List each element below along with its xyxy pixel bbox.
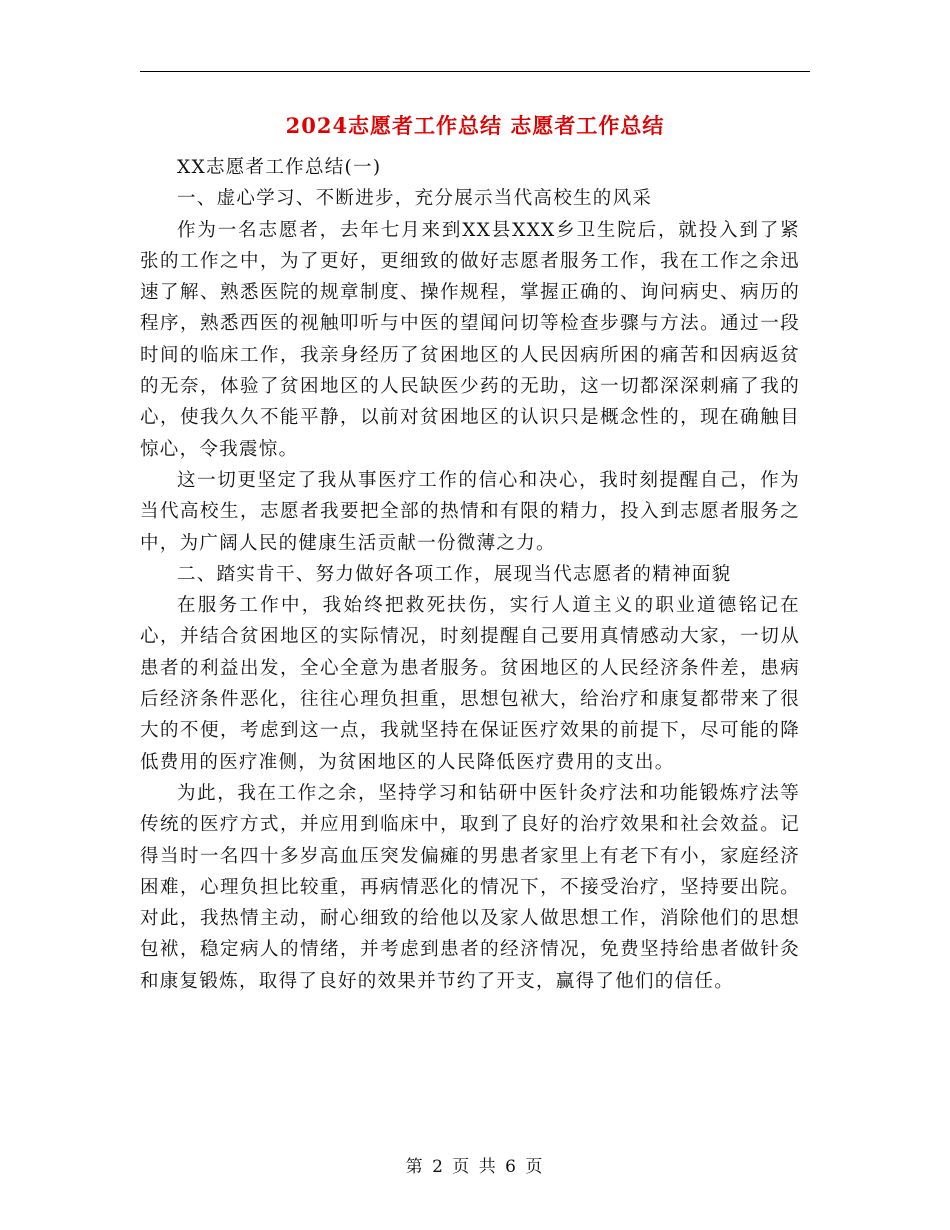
body-paragraph: 为此，我在工作之余，坚持学习和钻研中医针灸疗法和功能锻炼疗法等传统的医疗方式，并应用到临床中，取到了良好的治疗效果和社会效益。记得当时一名四十多岁高血压突发偏瘫的男患者家里上有老下有小，家庭经济困难，心理负担比较重，再病情恶化的情况下，不接受治疗，坚持要出院。对此，我热情主动，耐心细致的给他以及家人做思想工作，消除他们的思想包袱，稳定病人的情绪，并考虑到患者的经济情况，免费坚持给患者做针灸和康复锻炼，取得了良好的效果并节约了开支，赢得了他们的信任。 — [140, 782, 800, 992]
body-paragraph: 作为一名志愿者，去年七月来到XX县XXX乡卫生院后，就投入到了紧张的工作之中，为了更好，更细致的做好志愿者服务工作，我在工作之余迅速了解、熟悉医院的规章制度、操作规程，掌握正确的、询问病史、病历的程序，熟悉西医的视触叩听与中医的望闻问切等检查步骤与方法。通过一段时间的临床工作，我亲身经历了贫困地区的人民因病所困的痛苦和因病返贫的无奈，体验了贫困地区的人民缺医少药的无助，这一切都深深刺痛了我的心，使我久久不能平静，以前对贫困地区的认识只是概念性的，现在确触目惊心，令我震惊。 — [140, 219, 800, 460]
document-body — [140, 152, 800, 997]
section-heading-2: 二、踏实肯干、努力做好各项工作，展现当代志愿者的精神面貌 — [177, 563, 732, 585]
body-paragraph: 这一切更坚定了我从事医疗工作的信心和决心，我时刻提醒自己，作为当代高校生，志愿者我要把全部的热情和有限的精力，投入到志愿者服务之中，为广阔人民的健康生活贡献一份微薄之力。 — [140, 469, 800, 554]
body-paragraph: 在服务工作中，我始终把救死扶伤，实行人道主义的职业道德铭记在心，并结合贫困地区的实际情况，时刻提醒自己要用真情感动大家，一切从患者的利益出发，全心全意为患者服务。贫困地区的人民经济条件差，患病后经济条件恶化，往往心理负担重，思想包袱大，给治疗和康复都带来了很大的不便，考虑到这一点，我就坚持在保证医疗效果的前提下，尽可能的降低费用的医疗准侧，为贫困地区的人民降低医疗费用的支出。 — [140, 595, 800, 773]
section-heading-xx-summary: XX志愿者工作总结(一) — [177, 157, 382, 178]
document-title: 2024志愿者工作总结 志愿者工作总结 — [285, 113, 665, 138]
page-number: 第 2 页 共 6 页 — [405, 1157, 545, 1177]
header-rule — [140, 71, 810, 72]
section-heading-1: 一、虚心学习、不断进步，充分展示当代高校生的风采 — [177, 188, 653, 210]
